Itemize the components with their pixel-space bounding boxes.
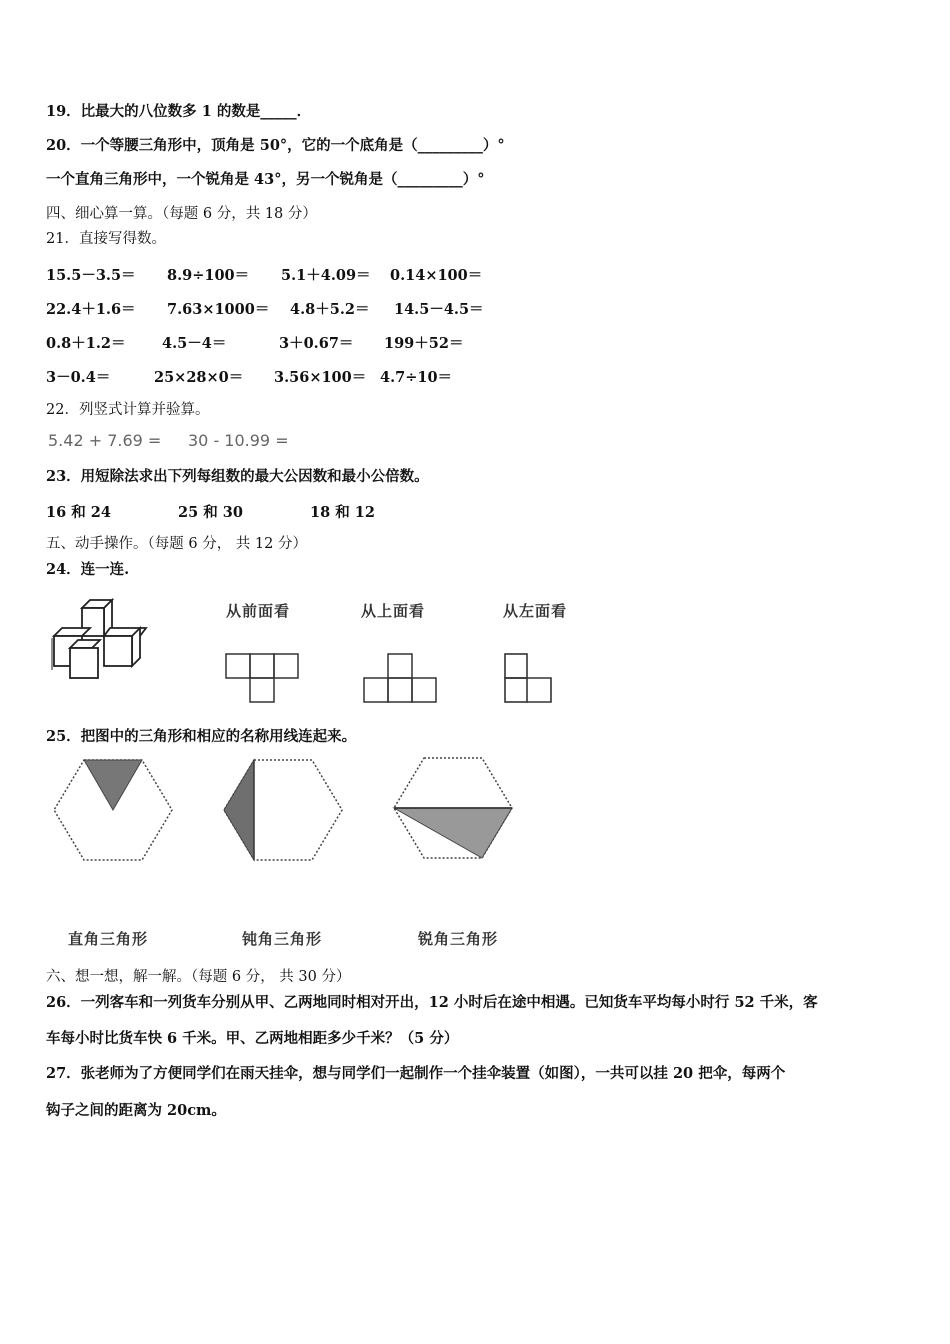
- calc-item: 14.5－4.5＝: [394, 301, 484, 318]
- name-right-triangle: 直角三角形: [68, 930, 149, 948]
- section-5-heading: 五、动手操作。（每题 6 分， 共 12 分）: [46, 536, 307, 552]
- calc-item: 22.4＋1.6＝: [46, 301, 136, 318]
- question-27-line-2: 钩子之间的距离为 20cm。: [46, 1102, 226, 1119]
- question-26-line-2: 车每小时比货车快 6 千米。甲、乙两地相距多少千米？（5 分）: [46, 1030, 459, 1047]
- front-view-shape: [224, 652, 300, 704]
- question-27-line-1: 27．张老师为了方便同学们在雨天挂伞，想与同学们一起制作一个挂伞装置（如图），一共可以挂 20 把伞，每两个: [46, 1065, 786, 1082]
- calc-item: 4.7÷10＝: [380, 369, 453, 386]
- question-21: 21．直接写得数。: [46, 231, 166, 247]
- gcd-pair: 18 和 12: [310, 504, 375, 521]
- question-20-part-a: 20．一个等腰三角形中，顶角是 50°，它的一个底角是（_________）°: [46, 137, 505, 154]
- calc-item: 8.9÷100＝: [167, 267, 250, 284]
- vertical-calc-item: 5.42 + 7.69 =: [48, 431, 162, 450]
- cube-stack-figure: [50, 598, 160, 680]
- vertical-calc-item: 30 - 10.99 =: [188, 431, 289, 450]
- section-4-heading: 四、细心算一算。（每题 6 分，共 18 分）: [46, 206, 317, 222]
- top-view-shape: [362, 652, 438, 704]
- calc-item: 3.56×100＝: [274, 369, 367, 386]
- gcd-pair: 16 和 24: [46, 504, 111, 521]
- question-26-line-1: 26．一列客车和一列货车分别从甲、乙两地同时相对开出，12 小时后在途中相遇。已知货车平均每小时行 52 千米，客: [46, 994, 818, 1011]
- question-20-part-b: 一个直角三角形中，一个锐角是 43°，另一个锐角是（_________）°: [46, 171, 485, 188]
- name-obtuse-triangle: 钝角三角形: [242, 930, 323, 948]
- question-23: 23．用短除法求出下列每组数的最大公因数和最小公倍数。: [46, 468, 429, 485]
- calc-item: 15.5－3.5＝: [46, 267, 136, 284]
- calc-item: 0.8＋1.2＝: [46, 335, 126, 352]
- calc-item: 3＋0.67＝: [279, 335, 354, 352]
- calc-item: 3－0.4＝: [46, 369, 111, 386]
- left-view-shape: [503, 652, 555, 704]
- calc-item: 25×28×0＝: [154, 369, 244, 386]
- calc-item: 5.1＋4.09＝: [281, 267, 371, 284]
- section-6-heading: 六、想一想，解一解。（每题 6 分， 共 30 分）: [46, 969, 351, 985]
- name-acute-triangle: 锐角三角形: [418, 930, 499, 948]
- calc-item: 4.5－4＝: [162, 335, 227, 352]
- question-25: 25．把图中的三角形和相应的名称用线连起来。: [46, 728, 357, 745]
- calc-item: 199＋52＝: [384, 335, 464, 352]
- hexagon-triangle-3: [392, 756, 514, 862]
- question-19: 19．比最大的八位数多 1 的数是_____．: [46, 103, 312, 120]
- hexagon-triangle-2: [222, 758, 344, 864]
- view-label-front: 从前面看: [226, 602, 291, 620]
- question-22: 22．列竖式计算并验算。: [46, 402, 210, 418]
- calc-item: 4.8＋5.2＝: [290, 301, 370, 318]
- hexagon-triangle-1: [52, 758, 174, 864]
- question-24: 24．连一连.: [46, 561, 130, 578]
- calc-item: 0.14×100＝: [390, 267, 483, 284]
- view-label-top: 从上面看: [361, 602, 426, 620]
- calc-item: 7.63×1000＝: [167, 301, 270, 318]
- gcd-pair: 25 和 30: [178, 504, 243, 521]
- view-label-left: 从左面看: [503, 602, 568, 620]
